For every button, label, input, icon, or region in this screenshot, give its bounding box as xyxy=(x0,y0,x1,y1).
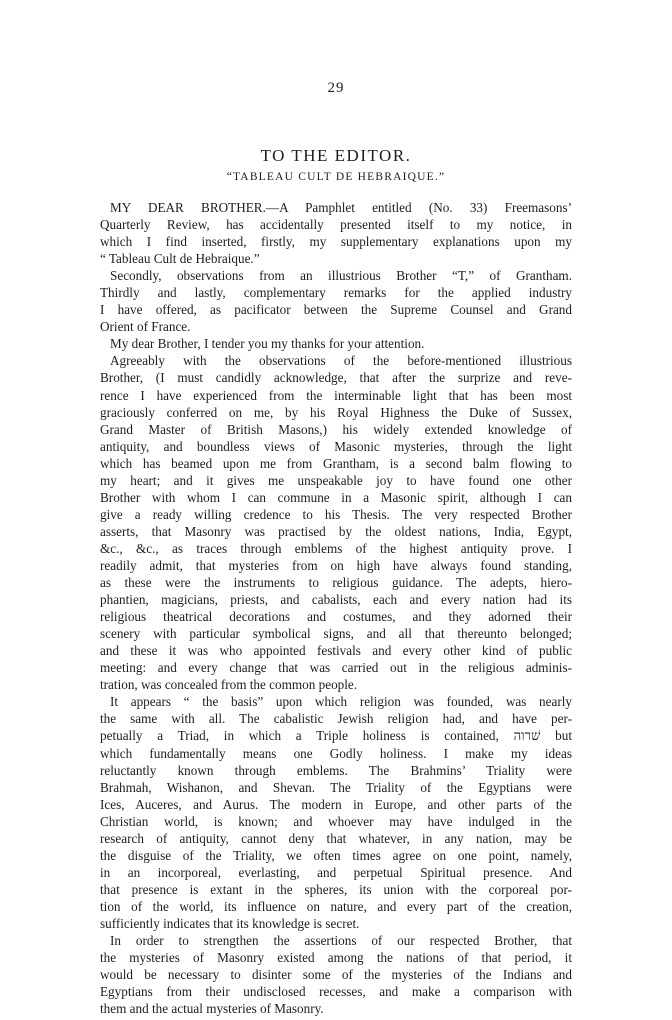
body-line: Brother with whom I can commune in a Masonic spirit, although I can xyxy=(100,489,572,505)
body-line: “ Tableau Cult de Hebraique.” xyxy=(100,251,260,267)
body-line: Ices, Auceres, and Aurus. The modern in Europe, and other parts of the xyxy=(100,796,572,812)
body-line: MY DEAR BROTHER.—A Pamphlet entitled (No. 33) Freemasons’ xyxy=(110,200,572,215)
body-line: Orient of France. xyxy=(100,319,191,335)
body-line: It appears “ the basis” upon which religion was founded, was nearly xyxy=(110,694,572,710)
body-line: would be necessary to disinter some of the mysteries of the Indians and xyxy=(100,967,572,983)
body-line: sufficiently indicates that its knowledge is secret. xyxy=(100,915,360,931)
body-line: asserts, that Masonry was practised by the oldest nations, India, Egypt, xyxy=(100,523,572,539)
body-line: tion of the world, its influence on nature, and every part of the creation, xyxy=(100,898,572,914)
body-line: them and the actual mysteries of Masonry. xyxy=(100,1001,324,1017)
body-line: Agreeably with the observations of the before-mentioned illustrious xyxy=(110,353,572,369)
body-line: I have offered, as pacificator between the Supreme Counsel and Grand xyxy=(100,302,572,318)
body-line: scenery with particular symbolical signs, and all that thereunto belonged; xyxy=(100,626,572,642)
body-line: Christian world, is known; and whoever may have indulged in the xyxy=(100,813,572,829)
body-line: the mysteries of Masonry existed among the nations of that period, it xyxy=(100,950,572,966)
body-line: tration, was concealed from the common people. xyxy=(100,677,358,693)
body-line: Thirdly and lastly, complementary remarks for the applied industry xyxy=(100,285,572,301)
body-line: meeting: and every change that was carried out in the religious adminis- xyxy=(100,660,572,676)
body-line: in an incorporeal, everlasting, and perpetual Spiritual presence. And xyxy=(100,864,572,880)
body-line: Brother, (I must candidly acknowledge, that after the surprize and reve- xyxy=(100,370,572,386)
body-line: that presence is extant in the spheres, its union with the corporeal por- xyxy=(100,881,572,897)
body-line: and these it was who appointed festivals and every other kind of public xyxy=(100,643,572,659)
page-title: TO THE EDITOR. xyxy=(260,146,412,165)
body-line: My dear Brother, I tender you my thanks for your attention. xyxy=(110,336,425,352)
body-line: antiquity, and boundless views of Masonic mysteries, through the light xyxy=(100,438,572,454)
body-line: my heart; and it gives me unspeakable joy to have found one other xyxy=(100,472,572,488)
page-number: 29 xyxy=(327,80,345,96)
body-line: the same with all. The cabalistic Jewish religion had, and have per- xyxy=(100,711,572,727)
body-line: Secondly, observations from an illustrious Brother “T,” of Grantham. xyxy=(110,268,572,284)
letter-body xyxy=(100,199,572,1017)
body-line: Grand Master of British Masons,) his widely extended knowledge of xyxy=(100,421,572,437)
body-line: which I find inserted, firstly, my supplementary explanations upon my xyxy=(100,234,572,250)
body-line: which has beamed upon me from Grantham, is a second balm flowing to xyxy=(100,455,572,471)
body-line: Egyptians from their undisclosed recesses, and make a comparison with xyxy=(100,984,572,1000)
body-line: as these were the instruments to religious guidance. The adepts, hiero- xyxy=(100,575,572,591)
body-line: Quarterly Review, has accidentally presented itself to my notice, in xyxy=(100,217,572,233)
body-line: Brahmah, Wishanon, and Shevan. The Triality of the Egyptians were xyxy=(100,779,572,795)
body-line: religious theatrical decorations and costumes, and they adorned their xyxy=(100,609,572,625)
body-line: reluctantly known through emblems. The Brahmins’ Triality were xyxy=(100,762,572,778)
body-line: &c., &c., as traces through emblems of the highest antiquity prove. I xyxy=(100,540,572,556)
body-line: graciously conferred on me, by his Royal Highness the Duke of Sussex, xyxy=(100,404,572,420)
body-line: In order to strengthen the assertions of our respected Brother, that xyxy=(110,933,572,949)
page-subtitle: “TABLEAU CULT DE HEBRAIQUE.” xyxy=(226,171,446,183)
body-line: the disguise of the Triality, we often times agree on one point, namely, xyxy=(100,847,572,863)
body-line: research of antiquity, cannot deny that whatever, in any nation, may be xyxy=(100,830,572,846)
body-line: give a ready willing credence to his Thesis. The very respected Brother xyxy=(100,506,572,522)
body-line: phantien, magicians, priests, and cabalists, each and every nation had its xyxy=(100,592,572,608)
body-line: rence I have experienced from the interminable light that has been most xyxy=(100,387,572,403)
body-line: petually a Triad, in which a Triple holiness is contained, ‏שׁרוה‎ but xyxy=(100,728,572,744)
body-line: which fundamentally means one Godly holiness. I make my ideas xyxy=(100,745,572,761)
body-line: readily admit, that mysteries from on high have always found standing, xyxy=(100,557,572,573)
